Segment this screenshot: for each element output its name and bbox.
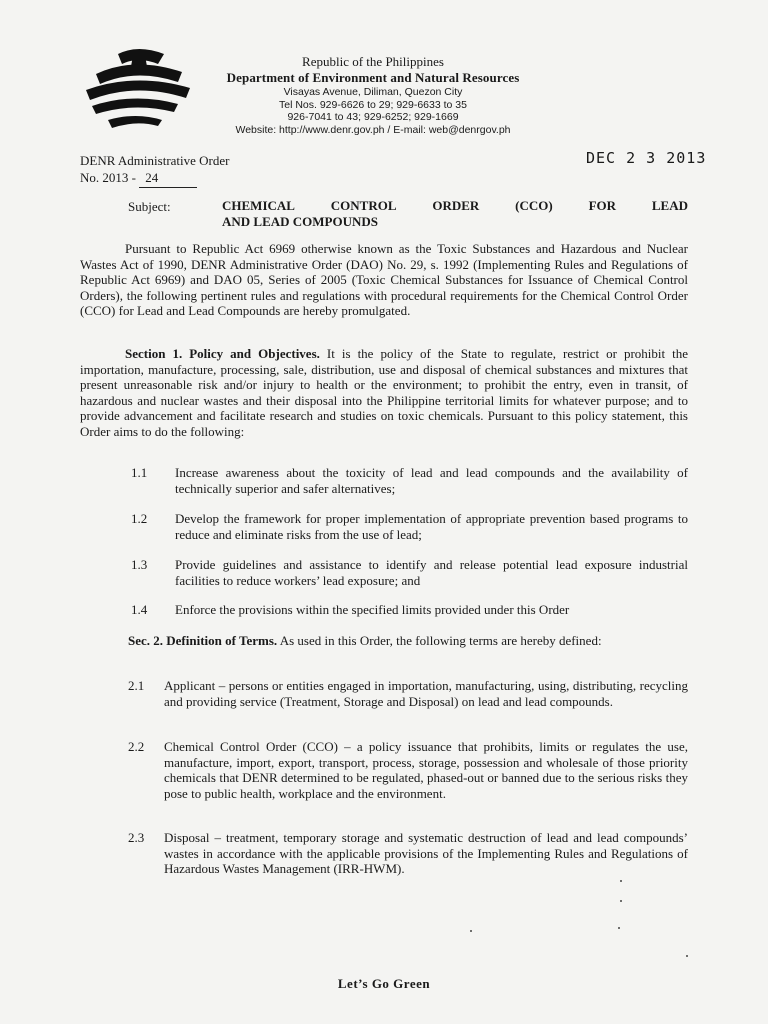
item-number: 2.2 — [128, 739, 145, 754]
letterhead-tel-1: Tel Nos. 929-6626 to 29; 929-6633 to 35 — [279, 98, 467, 111]
section-1-heading: Section 1. Policy and Objectives. — [125, 346, 320, 361]
intro-paragraph: Pursuant to Republic Act 6969 otherwise known as the Toxic Substances and Hazardous and Nuclear Wastes Act of 1990, DENR Administrative Order (DAO) No. 29, s. 1992 (Implementing Rules and Regulations of Republic Act 6969) and DAO 05, Series of 2005 (Toxic Chemical Substances for Issuance of Chemical Control Orders), the following pertinent rules and regulations with procedural requirements for the Chemical Control Order (CCO) for Lead and Lead Compounds are hereby promulgated. — [80, 241, 688, 319]
scan-speck — [470, 930, 472, 932]
subject-word: FOR — [588, 198, 617, 213]
scan-speck — [620, 880, 622, 882]
date-stamp: DEC 2 3 2013 — [586, 149, 707, 167]
letterhead-tel-2: 926-7041 to 43; 929-6252; 929-1669 — [287, 111, 459, 124]
scan-speck — [618, 927, 620, 929]
item-number: 1.3 — [131, 557, 148, 572]
list-item: Disposal – treatment, temporary storage and systematic destruction of lead and lead compounds’ wastes in accordance with the applicable provisions of the Implementing Rules and Regulations of Hazardous Wastes Management (IRR-HWM). — [164, 830, 688, 877]
scan-speck — [686, 955, 688, 957]
subject-word: CONTROL — [330, 198, 397, 213]
subject-line-1 — [222, 198, 688, 214]
section-2-heading: Sec. 2. Definition of Terms. — [128, 633, 278, 648]
order-number-prefix: No. 2013 - — [80, 169, 136, 185]
order-reference — [80, 153, 229, 188]
list-item: Applicant – persons or entities engaged in importation, manufacturing, using, distributing, recycling and providing service (Treatment, Storage and Disposal) on lead and lead compounds. — [164, 678, 688, 709]
order-title: DENR Administrative Order — [80, 153, 230, 168]
subject-title — [222, 198, 688, 229]
subject-line-2: AND LEAD COMPOUNDS — [222, 213, 378, 229]
letterhead-web: Website: http://www.denr.gov.ph / E-mail: web@denrgov.ph — [235, 124, 511, 137]
section-2-text: As used in this Order, the following terms are hereby defined: — [279, 633, 602, 648]
order-number-line — [80, 170, 229, 188]
item-number: 1.1 — [131, 465, 148, 480]
footer-slogan: Let’s Go Green — [337, 976, 431, 991]
list-item: Chemical Control Order (CCO) – a policy issuance that prohibits, limits or regulates the use, manufacture, import, export, transport, process, storage, possession and wholesale of those priority chemicals that DENR determined to be regulated, phased-out or banned due to the serious risks they pose to public health, workplace and the environment. — [164, 739, 688, 801]
item-number: 1.4 — [131, 602, 148, 617]
section-1-text: It is the policy of the State to regulate, restrict or prohibit the importation, manufacture, processing, sale, distribution, use and disposal of chemical substances and mixtures that present unreasonable risk and/or injury to health or the environment; to prohibit the entry, even in transit, of hazardous and nuclear wastes and their disposal into the Philippine territorial limits for whatever purpose; and to provide advancement and facilitate research and studies on toxic chemicals. Pursuant to this policy statement, this Order aims to do the following: — [80, 346, 689, 439]
letterhead-address: Visayas Avenue, Diliman, Quezon City — [283, 85, 463, 98]
subject-word: (CCO) — [515, 198, 553, 213]
subject-label: Subject: — [128, 199, 171, 214]
order-number: 24 — [139, 170, 197, 188]
subject-word: LEAD — [651, 198, 688, 213]
subject-word: CHEMICAL — [222, 198, 295, 213]
scan-speck — [620, 900, 622, 902]
list-item: Increase awareness about the toxicity of lead and lead compounds and the availability of technically superior and safer alternatives; — [175, 465, 688, 496]
item-number: 2.3 — [128, 830, 145, 845]
letterhead-republic: Republic of the Philippines — [302, 54, 444, 69]
subject-word: ORDER — [432, 198, 480, 213]
list-item: Develop the framework for proper implementation of appropriate prevention based programs to reduce and eliminate risks from the use of lead; — [175, 511, 688, 542]
item-number: 1.2 — [131, 511, 148, 526]
list-item: Enforce the provisions within the specified limits provided under this Order — [175, 602, 570, 617]
item-number: 2.1 — [128, 678, 145, 693]
denr-logo-icon — [78, 42, 196, 132]
section-2-paragraph — [128, 633, 688, 649]
section-1-paragraph — [80, 346, 688, 440]
letterhead-department: Department of Environment and Natural Resources — [226, 69, 520, 85]
list-item: Provide guidelines and assistance to identify and release potential lead exposure industrial facilities to reduce workers’ lead exposure; and — [175, 557, 688, 588]
letterhead — [200, 54, 546, 137]
